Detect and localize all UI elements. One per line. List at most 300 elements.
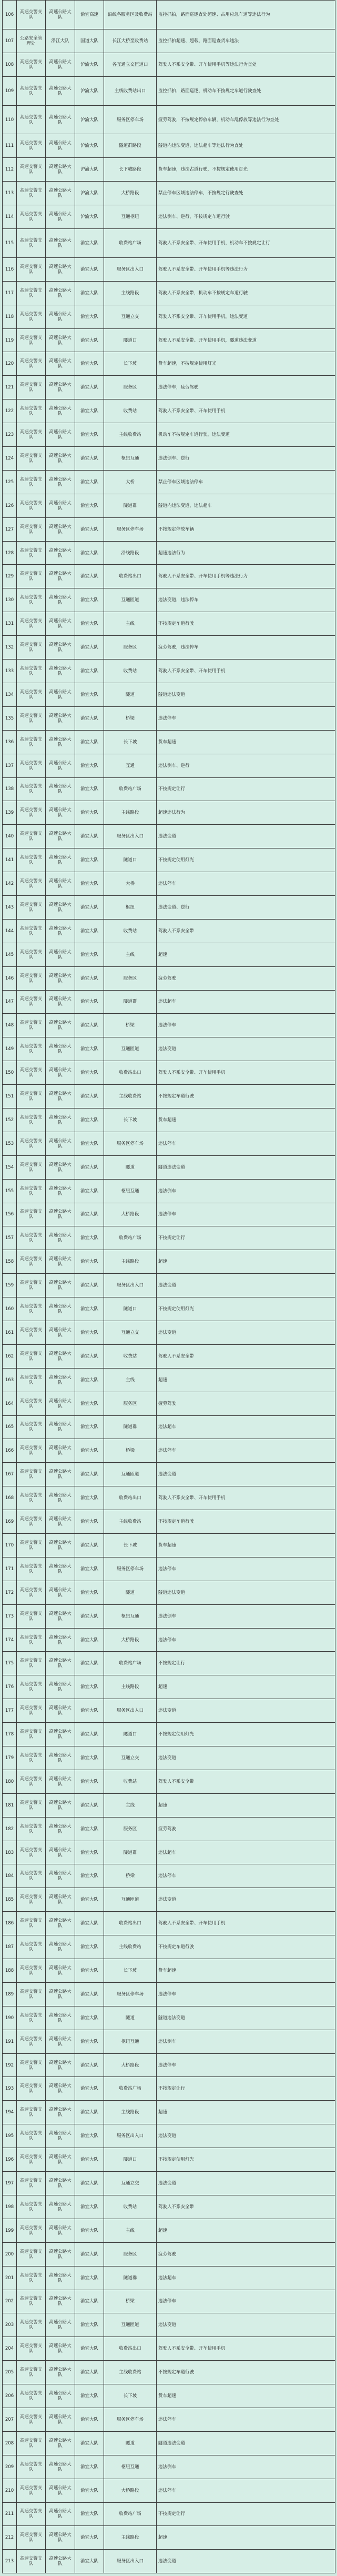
department-cell: 高速交警支队 (17, 1344, 46, 1368)
table-row (3, 2337, 335, 2361)
location-cell: 服务区停车场 (104, 2408, 157, 2431)
row-number: 131 (3, 612, 17, 636)
row-number: 156 (3, 1203, 17, 1226)
sub-unit-cell: 渝宜大队 (75, 1344, 104, 1368)
department-cell: 高速交警支队 (17, 1368, 46, 1392)
department-cell: 高速交警支队 (17, 2408, 46, 2431)
location-cell: 主线路段 (104, 1250, 157, 1274)
location-cell: 隧道口 (104, 848, 157, 872)
sub-unit-cell: 渝宜大队 (75, 1864, 104, 1888)
sub-unit-cell: 渝宜大队 (75, 305, 104, 328)
department-cell: 高速交警支队 (17, 2290, 46, 2313)
table-row (3, 1675, 335, 1699)
table-row (3, 1557, 335, 1581)
department-cell: 高速交警支队 (17, 2053, 46, 2077)
department-cell: 高速交警支队 (17, 1841, 46, 1864)
violation-cell: 违法停车 (157, 872, 335, 896)
violation-cell: 驾驶人不系安全带、开车使用手机，违法变道 (157, 305, 335, 328)
row-number: 134 (3, 683, 17, 706)
sub-unit-cell: 沪渝大队 (75, 182, 104, 205)
location-cell: 服务区停车场 (104, 1132, 157, 1155)
table-row (3, 919, 335, 943)
table-row (3, 1155, 335, 1179)
row-number: 162 (3, 1344, 17, 1368)
unit-cell: 高速公路大队 (46, 1746, 75, 1770)
unit-cell: 高速公路大队 (46, 706, 75, 730)
row-number: 199 (3, 2219, 17, 2242)
unit-cell: 高速公路大队 (46, 2195, 75, 2219)
unit-cell: 高速公路大队 (46, 754, 75, 777)
sub-unit-cell: 渝宜大队 (75, 730, 104, 754)
sub-unit-cell: 渝宜大队 (75, 2053, 104, 2077)
department-cell: 高速交警支队 (17, 134, 46, 158)
table-row (3, 848, 335, 872)
sub-unit-cell: 渝宜大队 (75, 2361, 104, 2384)
sub-unit-cell: 渝宜大队 (75, 1392, 104, 1415)
unit-cell: 高速公路大队 (46, 517, 75, 541)
department-cell: 高速交警支队 (17, 2124, 46, 2148)
violation-cell: 隧道违法变道 (157, 683, 335, 706)
unit-cell: 高速公路大队 (46, 400, 75, 423)
table-row (3, 943, 335, 966)
location-cell: 服务区 (104, 2242, 157, 2266)
row-number: 144 (3, 919, 17, 943)
department-cell: 高速交警支队 (17, 2337, 46, 2361)
unit-cell: 高速公路大队 (46, 1912, 75, 1935)
location-cell: 服务区 (104, 1392, 157, 1415)
sub-unit-cell: 渝宜大队 (75, 1652, 104, 1675)
violation-cell: 禁止停车区域违法停车，不按规定行驶查处 (157, 182, 335, 205)
location-cell: 服务区停车场 (104, 105, 157, 134)
row-number: 165 (3, 1415, 17, 1439)
unit-cell: 高速公路大队 (46, 2502, 75, 2526)
location-cell: 主线收费站 (104, 1085, 157, 1109)
row-number: 149 (3, 1037, 17, 1061)
location-cell: 主线路段 (104, 1675, 157, 1699)
violation-cell: 违法停车，疲劳驾驶 (157, 376, 335, 400)
row-number: 127 (3, 517, 17, 541)
violation-cell: 违法超车 (157, 1841, 335, 1864)
table-row (3, 76, 335, 105)
sub-unit-cell: 渝宜大队 (75, 754, 104, 777)
location-cell: 长下坡 (104, 352, 157, 376)
violation-cell: 违法停车 (157, 706, 335, 730)
location-cell: 隧道群 (104, 494, 157, 517)
violation-cell: 驾驶人不系安全带、开车使用手机 (157, 400, 335, 423)
location-cell: 大桥路段 (104, 2479, 157, 2502)
row-number: 177 (3, 1699, 17, 1723)
unit-cell: 高速公路大队 (46, 1108, 75, 1132)
unit-cell: 高速公路大队 (46, 2124, 75, 2148)
unit-cell: 高速公路大队 (46, 2242, 75, 2266)
unit-cell: 高速公路大队 (46, 1935, 75, 1959)
unit-cell: 高速公路大队 (46, 1581, 75, 1604)
department-cell: 高速交警支队 (17, 2479, 46, 2502)
row-number: 140 (3, 825, 17, 848)
row-number: 204 (3, 2337, 17, 2361)
table-row (3, 229, 335, 258)
location-cell: 桥梁 (104, 1014, 157, 1037)
sub-unit-cell: 渝宜大队 (75, 2408, 104, 2431)
sub-unit-cell: 沪渝大队 (75, 158, 104, 182)
location-cell: 大桥路段 (104, 1203, 157, 1226)
violation-cell: 超速 (157, 2219, 335, 2242)
table-row (3, 1699, 335, 1723)
unit-cell: 高速公路大队 (46, 1085, 75, 1109)
department-cell: 高速交警支队 (17, 158, 46, 182)
violation-cell: 违法超车 (157, 1415, 335, 1439)
unit-cell: 高速公路大队 (46, 1415, 75, 1439)
sub-unit-cell: 渝宜大队 (75, 1935, 104, 1959)
table-row (3, 777, 335, 801)
location-cell: 长下坡 (104, 1534, 157, 1557)
table-row (3, 1014, 335, 1037)
department-cell: 高速交警支队 (17, 281, 46, 305)
unit-cell: 高速公路大队 (46, 1557, 75, 1581)
sub-unit-cell: 渝宜大队 (75, 517, 104, 541)
department-cell: 高速交警支队 (17, 1770, 46, 1793)
department-cell: 高速交警支队 (17, 1912, 46, 1935)
row-number: 181 (3, 1793, 17, 1817)
unit-cell: 高速公路大队 (46, 1841, 75, 1864)
row-number: 172 (3, 1581, 17, 1604)
location-cell: 枢纽互通 (104, 1179, 157, 1203)
violation-cell: 监控抓拍，路面巡逻查处超速、占用应急车道等违法行为 (157, 1, 335, 29)
unit-cell: 高速公路大队 (46, 1486, 75, 1510)
unit-cell: 高速公路大队 (46, 1203, 75, 1226)
unit-cell: 高速公路大队 (46, 423, 75, 447)
sub-unit-cell: 渝宜大队 (75, 2455, 104, 2479)
department-cell: 高速交警支队 (17, 730, 46, 754)
row-number: 129 (3, 565, 17, 588)
unit-cell: 高速公路大队 (46, 76, 75, 105)
location-cell: 长下坡 (104, 730, 157, 754)
location-cell: 收费站广场 (104, 1226, 157, 1250)
violation-cell: 违法停车 (157, 1557, 335, 1581)
row-number: 112 (3, 158, 17, 182)
violation-cell: 违法变道 (157, 1888, 335, 1912)
location-cell: 互通 (104, 754, 157, 777)
sub-unit-cell: 渝宜大队 (75, 943, 104, 966)
department-cell: 高速交警支队 (17, 1108, 46, 1132)
department-cell: 高速交警支队 (17, 1439, 46, 1463)
table-row (3, 1486, 335, 1510)
location-cell: 大桥路段 (104, 1628, 157, 1652)
department-cell: 高速交警支队 (17, 1179, 46, 1203)
unit-cell: 高速公路大队 (46, 2313, 75, 2337)
violation-cell: 货车超速 (157, 1108, 335, 1132)
location-cell: 收费站 (104, 1344, 157, 1368)
table-row (3, 2124, 335, 2148)
department-cell: 高速交警支队 (17, 1, 46, 29)
violation-cell: 超速违法行为 (157, 801, 335, 825)
table-row (3, 376, 335, 400)
unit-cell: 高速公路大队 (46, 376, 75, 400)
department-cell: 高速交警支队 (17, 494, 46, 517)
location-cell: 枢纽互通 (104, 2030, 157, 2053)
violation-cell: 驾驶人不系安全带、开车使用手机 (157, 2337, 335, 2361)
violation-cell: 违法变道 (157, 1746, 335, 1770)
location-cell: 大桥 (104, 470, 157, 494)
sub-unit-cell: 渝宜大队 (75, 1155, 104, 1179)
table-row (3, 1463, 335, 1486)
table-row (3, 588, 335, 612)
location-cell: 长下坡 (104, 2384, 157, 2408)
row-number: 200 (3, 2242, 17, 2266)
violation-cell: 监控抓拍，路面巡逻，机动车不按规定车道行驶查处 (157, 76, 335, 105)
department-cell: 高速交警支队 (17, 2313, 46, 2337)
department-cell: 高速交警支队 (17, 1463, 46, 1486)
location-cell: 主线收费站 (104, 1935, 157, 1959)
unit-cell: 高速公路大队 (46, 1014, 75, 1037)
table-body (3, 1, 335, 2573)
sub-unit-cell: 沪渝大队 (75, 105, 104, 134)
table-row (3, 660, 335, 683)
department-cell: 高速交警支队 (17, 872, 46, 896)
location-cell: 隧道口 (104, 2148, 157, 2172)
department-cell: 高速交警支队 (17, 1723, 46, 1746)
sub-unit-cell: 渝宜大队 (75, 1415, 104, 1439)
department-cell: 高速交警支队 (17, 1510, 46, 1534)
sub-unit-cell: 渝宜大队 (75, 1061, 104, 1085)
location-cell: 服务区出入口 (104, 2550, 157, 2573)
violation-cell: 驾驶人不系安全带、开车使用手机等违法行为查处 (157, 53, 335, 76)
department-cell: 高速交警支队 (17, 1415, 46, 1439)
location-cell: 枢纽 (104, 895, 157, 919)
table-row (3, 966, 335, 990)
department-cell: 高速交警支队 (17, 966, 46, 990)
department-cell: 高速交警支队 (17, 1675, 46, 1699)
location-cell: 互通匝道 (104, 1037, 157, 1061)
sub-unit-cell: 渝宜大队 (75, 801, 104, 825)
location-cell: 互通匝道 (104, 1463, 157, 1486)
row-number: 191 (3, 2030, 17, 2053)
location-cell: 枢纽互通 (104, 1604, 157, 1628)
unit-cell: 高速公路大队 (46, 1344, 75, 1368)
unit-cell: 高速公路大队 (46, 134, 75, 158)
unit-cell: 高速公路大队 (46, 943, 75, 966)
sub-unit-cell: 渝宜大队 (75, 352, 104, 376)
violation-cell: 违法倒车、逆行 (157, 754, 335, 777)
department-cell: 高速交警支队 (17, 1793, 46, 1817)
table-row (3, 636, 335, 660)
table-row (3, 1793, 335, 1817)
table-row (3, 801, 335, 825)
department-cell: 高速交警支队 (17, 2172, 46, 2195)
table-row (3, 1415, 335, 1439)
sub-unit-cell: 渝宜大队 (75, 2101, 104, 2124)
row-number: 132 (3, 636, 17, 660)
table-row (3, 1841, 335, 1864)
department-cell: 高速交警支队 (17, 1864, 46, 1888)
department-cell: 高速交警支队 (17, 1014, 46, 1037)
row-number: 108 (3, 53, 17, 76)
unit-cell: 高速公路大队 (46, 2290, 75, 2313)
unit-cell: 高速公路大队 (46, 612, 75, 636)
unit-cell: 高速公路大队 (46, 1652, 75, 1675)
department-cell: 高速交警支队 (17, 683, 46, 706)
department-cell: 高速交警支队 (17, 1817, 46, 1841)
violation-cell: 货车超速 (157, 730, 335, 754)
sub-unit-cell: 渝宜大队 (75, 1982, 104, 2006)
unit-cell: 高速公路大队 (46, 257, 75, 281)
table-row (3, 2479, 335, 2502)
table-row (3, 1085, 335, 1109)
table-row (3, 1982, 335, 2006)
row-number: 183 (3, 1841, 17, 1864)
table-row (3, 1817, 335, 1841)
location-cell: 收费站广场 (104, 2502, 157, 2526)
sub-unit-cell: 渝宜大队 (75, 1959, 104, 1983)
row-number: 124 (3, 447, 17, 471)
violation-cell: 隧道内违法变道，违法超车 (157, 494, 335, 517)
violation-cell: 违法停车 (157, 2479, 335, 2502)
table-row (3, 2195, 335, 2219)
sub-unit-cell: 渝宜大队 (75, 1604, 104, 1628)
unit-cell: 高速公路大队 (46, 2431, 75, 2455)
violation-cell: 违法倒车、逆行，不按规定车道行驶 (157, 205, 335, 229)
sub-unit-cell: 渝宜大队 (75, 2431, 104, 2455)
sub-unit-cell: 渝宜大队 (75, 2502, 104, 2526)
table-row (3, 134, 335, 158)
sub-unit-cell: 渝宜大队 (75, 990, 104, 1014)
row-number: 178 (3, 1723, 17, 1746)
row-number: 146 (3, 966, 17, 990)
unit-cell: 高速公路大队 (46, 1534, 75, 1557)
sub-unit-cell: 渝宜大队 (75, 1510, 104, 1534)
table-row (3, 400, 335, 423)
department-cell: 高速交警支队 (17, 1746, 46, 1770)
department-cell: 高速交警支队 (17, 328, 46, 352)
row-number: 206 (3, 2384, 17, 2408)
row-number: 113 (3, 182, 17, 205)
violation-cell: 驾驶人不系安全带、开车使用手机 (157, 1486, 335, 1510)
department-cell: 高速交警支队 (17, 895, 46, 919)
department-cell: 高速交警支队 (17, 1132, 46, 1155)
unit-cell: 高速公路大队 (46, 966, 75, 990)
location-cell: 收费站广场 (104, 2077, 157, 2101)
sub-unit-cell: 国道大队 (75, 29, 104, 53)
sub-unit-cell: 渝宜大队 (75, 1699, 104, 1723)
violation-cell: 违法变道，违法停车 (157, 588, 335, 612)
unit-cell: 高速公路大队 (46, 1723, 75, 1746)
table-row (3, 1250, 335, 1274)
sub-unit-cell: 渝宜大队 (75, 2195, 104, 2219)
row-number: 152 (3, 1108, 17, 1132)
department-cell: 高速交警支队 (17, 2077, 46, 2101)
sub-unit-cell: 渝宜大队 (75, 1439, 104, 1463)
violation-cell: 驾驶人不系安全带、开车使用手机，机动车不按规定让行 (157, 229, 335, 258)
row-number: 150 (3, 1061, 17, 1085)
table-row (3, 1321, 335, 1344)
row-number: 210 (3, 2479, 17, 2502)
sub-unit-cell: 渝宜大队 (75, 470, 104, 494)
location-cell: 收费站 (104, 400, 157, 423)
location-cell: 主线路段 (104, 281, 157, 305)
unit-cell: 高速公路大队 (46, 588, 75, 612)
row-number: 154 (3, 1155, 17, 1179)
location-cell: 服务区 (104, 376, 157, 400)
violation-cell: 不按规定让行 (157, 2077, 335, 2101)
row-number: 118 (3, 305, 17, 328)
department-cell: 高速交警支队 (17, 588, 46, 612)
table-row (3, 2455, 335, 2479)
table-row (3, 2077, 335, 2101)
department-cell: 高速交警支队 (17, 2006, 46, 2030)
unit-cell: 高速公路大队 (46, 1793, 75, 1817)
unit-cell: 高速公路大队 (46, 1250, 75, 1274)
department-cell: 高速交警支队 (17, 1392, 46, 1415)
sub-unit-cell: 渝宜大队 (75, 1132, 104, 1155)
location-cell: 主线路段 (104, 2526, 157, 2550)
violation-cell: 违法变道 (157, 2172, 335, 2195)
sub-unit-cell: 渝宜大队 (75, 2077, 104, 2101)
unit-cell: 高速公路大队 (46, 2266, 75, 2290)
table-row (3, 423, 335, 447)
department-cell: 高速交警支队 (17, 1155, 46, 1179)
violation-cell: 超速 (157, 2526, 335, 2550)
row-number: 182 (3, 1817, 17, 1841)
department-cell: 高速交警支队 (17, 660, 46, 683)
unit-cell: 高速公路大队 (46, 2101, 75, 2124)
location-cell: 服务区出入口 (104, 257, 157, 281)
violation-cell: 货车超速 (157, 2384, 335, 2408)
unit-cell: 高速公路大队 (46, 2455, 75, 2479)
department-cell: 高速交警支队 (17, 1486, 46, 1510)
location-cell: 枢纽互通 (104, 2455, 157, 2479)
location-cell: 隧道群 (104, 1415, 157, 1439)
table-row (3, 53, 335, 76)
row-number: 110 (3, 105, 17, 134)
sub-unit-cell: 渝宜大队 (75, 1675, 104, 1699)
department-cell: 高速交警支队 (17, 1061, 46, 1085)
table-row (3, 2384, 335, 2408)
unit-cell: 高速公路大队 (46, 494, 75, 517)
row-number: 137 (3, 754, 17, 777)
table-row (3, 706, 335, 730)
row-number: 151 (3, 1085, 17, 1109)
violation-cell: 违法变道 (157, 1699, 335, 1723)
department-cell: 高速交警支队 (17, 257, 46, 281)
violation-cell: 超速 (157, 1368, 335, 1392)
sub-unit-cell: 渝宜大队 (75, 588, 104, 612)
sub-unit-cell: 渝宜大队 (75, 1250, 104, 1274)
location-cell: 服务区出入口 (104, 1274, 157, 1297)
row-number: 195 (3, 2124, 17, 2148)
unit-cell: 高速公路大队 (46, 1155, 75, 1179)
sub-unit-cell: 沪渝大队 (75, 76, 104, 105)
sub-unit-cell: 渝宜大队 (75, 825, 104, 848)
location-cell: 长江大桥至收费站 (104, 29, 157, 53)
unit-cell: 高速公路大队 (46, 1817, 75, 1841)
sub-unit-cell: 渝宜大队 (75, 1226, 104, 1250)
table-row (3, 1770, 335, 1793)
table-row (3, 1723, 335, 1746)
sub-unit-cell: 渝宜大队 (75, 1628, 104, 1652)
location-cell: 互通立交 (104, 305, 157, 328)
table-row (3, 730, 335, 754)
row-number: 208 (3, 2431, 17, 2455)
table-row (3, 2313, 335, 2337)
table-row (3, 895, 335, 919)
violation-cell: 不按规定车道行驶 (157, 1935, 335, 1959)
row-number: 184 (3, 1864, 17, 1888)
table-row (3, 105, 335, 134)
row-number: 106 (3, 1, 17, 29)
table-row (3, 1203, 335, 1226)
table-row (3, 1864, 335, 1888)
violation-cell: 疲劳驾驶 (157, 2242, 335, 2266)
